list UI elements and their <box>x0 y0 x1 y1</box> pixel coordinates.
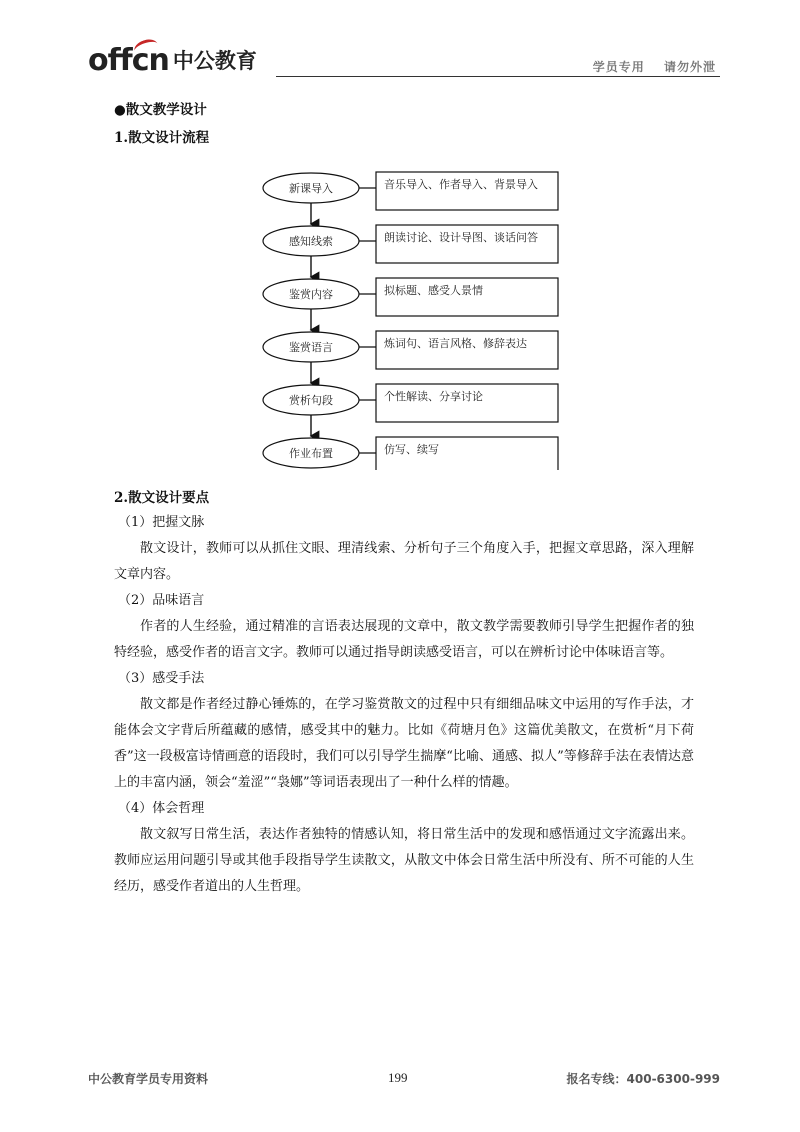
point-text: 散文叙写日常生活，表达作者独特的情感认知，将日常生活中的发现和感悟通过文字流露出来。教师应运用问题引导或其他手段指导学生读散文，从散文中体会日常生活中所没有、所不可能的人生经历，感受作者道出的人生哲理。 <box>114 827 694 894</box>
point-text: 散文都是作者经过静心锤炼的，在学习鉴赏散文的过程中只有细细品味文中运用的写作手法，才能体会文字背后所蕴藏的感情，感受其中的魅力。比如《荷塘月色》这篇优美散文，在赏析“月下荷香”这一段极富诗情画意的语段时，我们可以引导学生揣摩“比喻、通感、拟人”等修辞手法在表情达意上的丰富内涵，领会“羞涩”“袅娜”等词语表现出了一种什么样的情趣。 <box>114 697 694 790</box>
section-heading: ●散文教学设计 <box>114 102 207 118</box>
header-notice-2: 请勿外泄 <box>663 60 716 74</box>
logo-chinese-text: 中公教育 <box>172 49 257 73</box>
point-text: 作者的人生经验，通过精准的言语表达展现的文章中，散文教学需要教师引导学生把握作者的独特经验，感受作者的语言文字。教师可以通过指导朗读感受语言，可以在辨析讨论中体味语言等。 <box>114 619 694 660</box>
footer-hotline: 报名专线：400-6300-999 <box>566 1072 720 1086</box>
flow-detail-text: 个性解读、分享讨论 <box>384 390 483 403</box>
subsection-heading-1: 1.散文设计流程 <box>114 130 210 146</box>
page-footer <box>88 1070 720 1090</box>
subsection-heading-2: 2.散文设计要点 <box>114 490 210 506</box>
flow-step-label: 鉴赏内容 <box>289 288 333 301</box>
section-1 <box>114 100 690 148</box>
page-header <box>88 38 720 80</box>
point-title: （1）把握文脉 <box>118 515 205 530</box>
header-notice-1: 学员专用 <box>592 60 645 74</box>
flow-detail-text: 仿写、续写 <box>384 443 439 456</box>
point-title: （4）体会哲理 <box>118 801 205 816</box>
flow-detail-text: 朗读讨论、设计导图、谈话问答 <box>384 231 538 244</box>
flow-detail-text: 拟标题、感受人景情 <box>384 284 483 297</box>
flow-detail-text: 炼词句、语言风格、修辞表达 <box>384 337 527 350</box>
flow-step-label: 感知线索 <box>289 235 333 248</box>
page-number: 199 <box>388 1070 408 1085</box>
offcn-logo <box>88 38 257 78</box>
flow-step-label: 鉴赏语言 <box>289 341 333 354</box>
flow-detail-text: 音乐导入、作者导入、背景导入 <box>384 178 538 191</box>
flowchart <box>256 158 566 470</box>
footer-left-text: 中公教育学员专用资料 <box>88 1072 209 1086</box>
flowchart-svg <box>256 158 566 470</box>
flow-step-label: 赏析句段 <box>289 394 333 407</box>
logo-latin-text: offcn <box>88 43 169 78</box>
header-notice <box>593 58 716 75</box>
flow-step-label: 新课导入 <box>289 182 333 195</box>
point-text: 散文设计，教师可以从抓住文眼、理清线索、分析句子三个角度入手，把握文章思路，深入理解文章内容。 <box>114 541 694 582</box>
section-2 <box>114 488 694 900</box>
point-title: （2）品味语言 <box>118 593 205 608</box>
flow-step-label: 作业布置 <box>289 447 333 460</box>
point-title: （3）感受手法 <box>118 671 205 686</box>
header-rule <box>276 76 720 77</box>
